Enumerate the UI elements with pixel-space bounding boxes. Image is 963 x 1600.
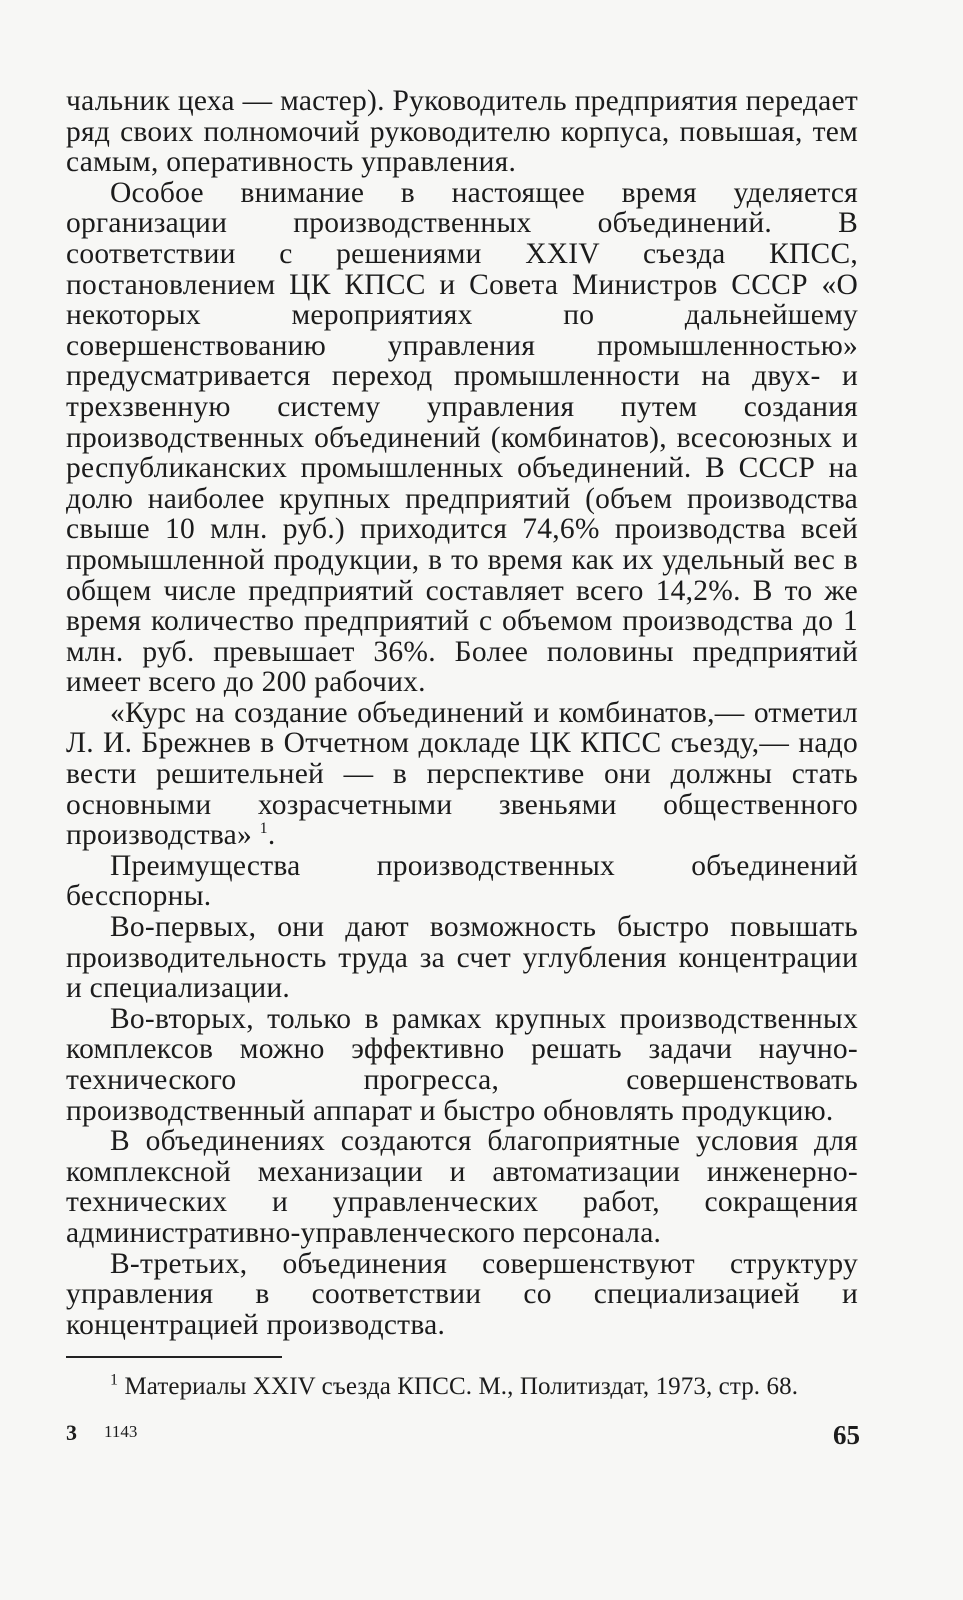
paragraph-4: Преимущества производственных объединений бесспорны. (66, 849, 858, 913)
main-text (66, 86, 858, 1340)
page-number: 65 (833, 1420, 860, 1450)
footnote-reference-punct: . (267, 819, 276, 852)
paragraph-7: В объединениях создаются благоприятные условия для комплексной механизации и автоматизации инженерно-технических и управленческих работ, сокращения административно-управленческого персонала. (66, 1125, 858, 1249)
footnote (110, 1372, 860, 1402)
footnote-divider (66, 1356, 282, 1358)
footnote-marker: 1 (110, 1371, 119, 1389)
printer-code: 1143 (104, 1422, 138, 1441)
paragraph-3-quote (66, 698, 858, 851)
footnote-text: Материалы XXIV съезда КПСС. М., Политиздат, 1973, стр. 68. (124, 1373, 799, 1400)
paragraph-1: чальник цеха — мастер). Руководитель предприятия передает ряд своих полномочий руководителю корпуса, повышая, тем самым, оперативность управления. (66, 85, 858, 179)
footnote-reference: 1 (259, 820, 268, 838)
quote-text: «Курс на создание объединений и комбинатов,— отметил Л. И. Брежнев в Отчетном докладе ЦК КПСС съезду,— надо вести решительней — в перспективе они должны стать основными хозрасчетными звеньями общественного производства» (66, 696, 858, 852)
printer-signature: 3 (66, 1420, 77, 1445)
paragraph-8: В-третьих, объединения совершенствуют структуру управления в соответствии со специализацией и концентрацией производства. (66, 1247, 858, 1341)
paragraph-2: Особое внимание в настоящее время уделяется организации производственных объединений. В соответствии с решениями XXIV съезда КПСС, постановлением ЦК КПСС и Совета Министров СССР «О некоторых мероприятиях по дальнейшему совершенствованию управления промышленностью» предусматривается переход промышленности на двух- и трехзвенную систему управления путем создания производственных объединений (комбинатов), всесоюзных и республиканских промышленных объединений. В СССР на долю наиболее крупных предприятий (объем производства свыше 10 млн. руб.) приходится 74,6% производства всей промышленной продукции, в то время как их удельный вес в общем числе предприятий составляет всего 14,2%. В то же время количество предприятий с объемом производства до 1 млн. руб. превышает 36%. Более половины предприятий имеет всего до 200 рабочих. (66, 176, 858, 699)
paragraph-5: Во-первых, они дают возможность быстро повышать производительность труда за счет углубления концентрации и специализации. (66, 911, 858, 1005)
paragraph-6: Во-вторых, только в рамках крупных производственных комплексов можно эффективно решать задачи научно-технического прогресса, совершенствовать производственный аппарат и быстро обновлять продукцию. (66, 1002, 858, 1127)
